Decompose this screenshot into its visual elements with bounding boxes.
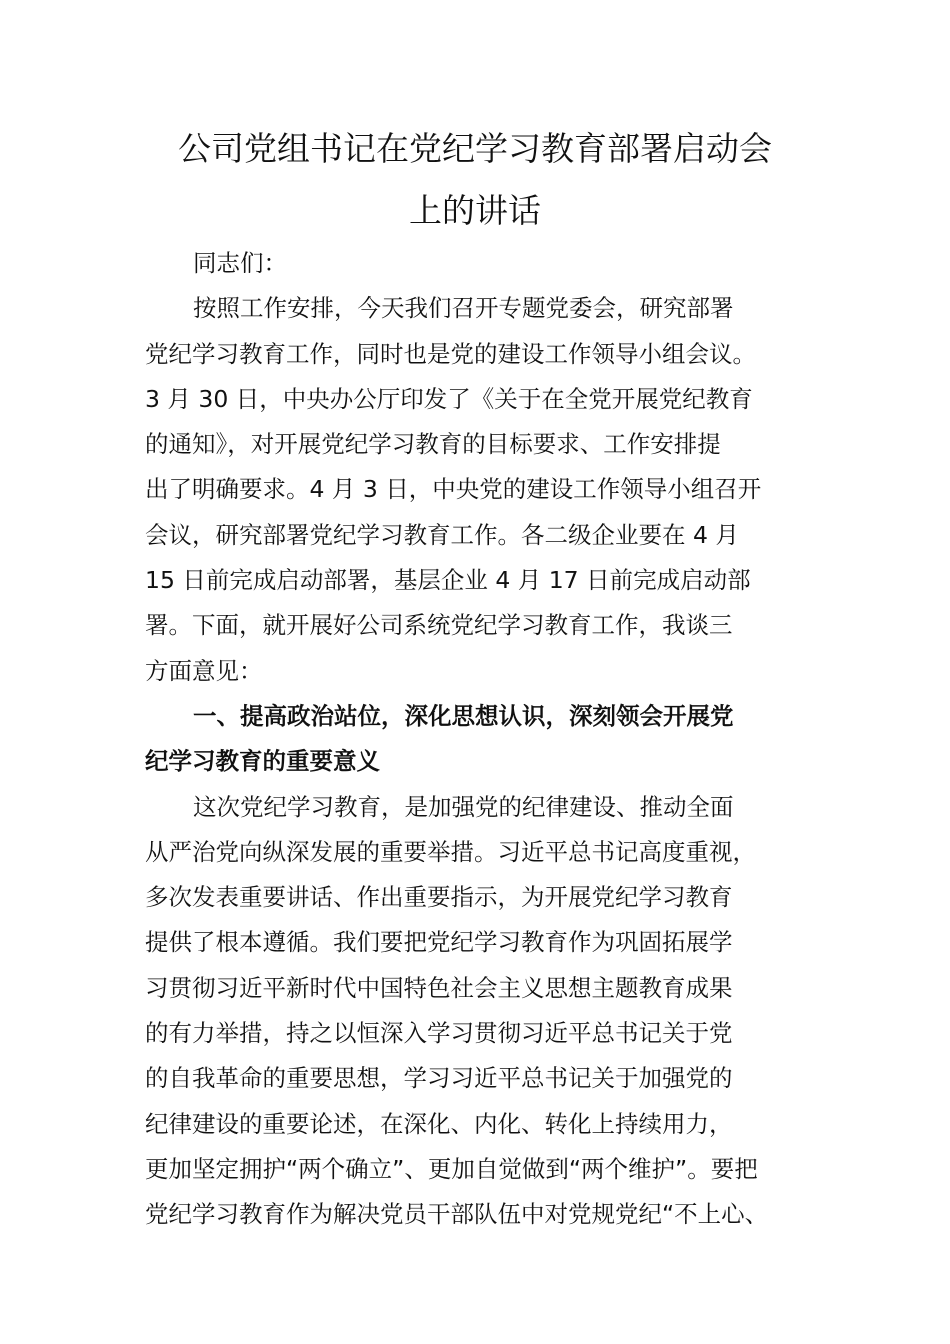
title-line-1: 公司党组书记在党纪学习教育部署启动会 <box>178 129 772 168</box>
paragraph-line: 的自我革命的重要思想，学习习近平总书记关于加强党的 <box>145 1064 733 1093</box>
paragraph-line: 习贯彻习近平新时代中国特色社会主义思想主题教育成果 <box>145 973 733 1002</box>
paragraph-line: 按照工作安排，今天我们召开专题党委会，研究部署 <box>193 294 734 323</box>
paragraph-line: 15 日前完成启动部署，基层企业 4 月 17 日前完成启动部 <box>145 566 751 595</box>
section-heading: 一、提高政治站位，深化思想认识，深刻领会开展党 <box>193 701 734 730</box>
section-heading: 纪学习教育的重要意义 <box>145 747 380 776</box>
paragraph-line: 党纪学习教育作为解决党员干部队伍中对党规党纪“不上心、 <box>145 1200 769 1229</box>
paragraph-line: 多次发表重要讲话、作出重要指示，为开展党纪学习教育 <box>145 883 733 912</box>
salutation: 同志们： <box>193 249 287 277</box>
paragraph-line: 从严治党向纵深发展的重要举措。习近平总书记高度重视， <box>145 837 756 866</box>
paragraph-line: 3 月 30 日，中央办公厅印发了《关于在全党开展党纪教育 <box>145 384 753 413</box>
paragraph-line: 提供了根本遵循。我们要把党纪学习教育作为巩固拓展学 <box>145 928 733 957</box>
paragraph-line: 这次党纪学习教育，是加强党的纪律建设、推动全面 <box>193 792 734 821</box>
paragraph-line: 纪律建设的重要论述，在深化、内化、转化上持续用力， <box>145 1109 733 1138</box>
title-line-2: 上的讲话 <box>409 191 541 230</box>
document-body <box>145 241 810 1238</box>
paragraph-line: 的通知》，对开展党纪学习教育的目标要求、工作安排提 <box>145 430 721 459</box>
paragraph-line: 署。下面，就开展好公司系统党纪学习教育工作，我谈三 <box>145 611 733 640</box>
paragraph-line: 党纪学习教育工作，同时也是党的建设工作领导小组会议。 <box>145 339 756 368</box>
document-title <box>145 118 805 242</box>
paragraph-line: 更加坚定拥护“两个确立”、更加自觉做到“两个维护”。要把 <box>145 1154 758 1183</box>
paragraph-line: 的有力举措，持之以恒深入学习贯彻习近平总书记关于党 <box>145 1019 733 1048</box>
paragraph-line: 会议，研究部署党纪学习教育工作。各二级企业要在 4 月 <box>145 520 739 549</box>
paragraph-line: 出了明确要求。4 月 3 日，中央党的建设工作领导小组召开 <box>145 475 762 504</box>
paragraph-line: 方面意见： <box>145 656 263 685</box>
